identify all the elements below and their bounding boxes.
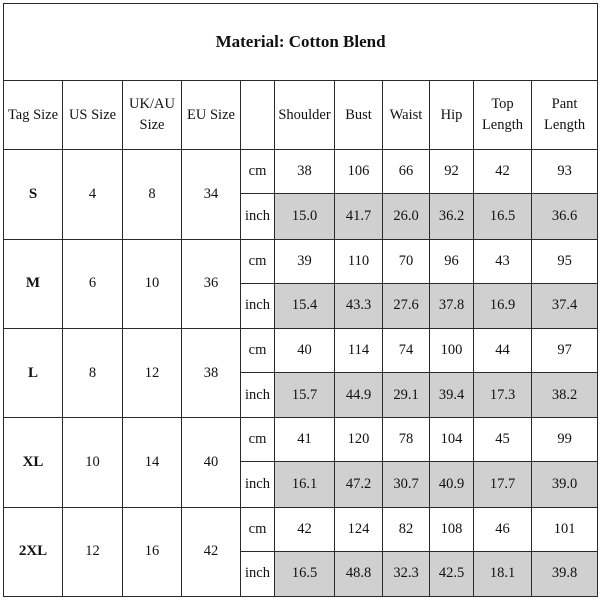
hip-cm-s: 92 [430,150,474,194]
unit-label-cm: cm [241,328,275,372]
header-pant-length [532,80,598,150]
bust-cm-2xl: 124 [335,507,383,551]
pant-length-cm-xl: 99 [532,418,598,462]
waist-inch-2xl: 32.3 [383,551,430,597]
hip-inch-l: 39.4 [430,372,474,417]
unit-label-cm: cm [241,239,275,283]
bust-cm-xl: 120 [335,418,383,462]
size-chart-table [3,3,598,597]
shoulder-inch-2xl: 16.5 [275,551,335,597]
header-tag-size: Tag Size [4,80,63,150]
header-waist: Waist [383,80,430,150]
header-hip: Hip [430,80,474,150]
hip-inch-s: 36.2 [430,194,474,239]
header-ukau-line2: Size [139,117,165,134]
header-unit [241,80,275,150]
top-length-inch-l: 17.3 [474,372,532,417]
unit-label-inch: inch [241,283,275,328]
top-length-cm-m: 43 [474,239,532,283]
shoulder-cm-xl: 41 [275,418,335,462]
header-top-length-line1: Top [491,96,514,113]
header-us-size: US Size [63,80,123,150]
unit-label-cm: cm [241,507,275,551]
hip-inch-2xl: 42.5 [430,551,474,597]
bust-inch-l: 44.9 [335,372,383,417]
hip-cm-m: 96 [430,239,474,283]
pant-length-cm-s: 93 [532,150,598,194]
header-top-length [474,80,532,150]
pant-length-cm-2xl: 101 [532,507,598,551]
us-size-s: 4 [63,150,123,239]
header-ukau-size [123,80,182,150]
waist-cm-xl: 78 [383,418,430,462]
bust-cm-m: 110 [335,239,383,283]
tag-size-m: M [4,239,63,328]
pant-length-inch-s: 36.6 [532,194,598,239]
size-row-xl-cm [4,418,598,462]
shoulder-inch-xl: 16.1 [275,462,335,507]
eu-size-s: 34 [182,150,241,239]
shoulder-inch-m: 15.4 [275,283,335,328]
pant-length-inch-l: 38.2 [532,372,598,417]
hip-cm-2xl: 108 [430,507,474,551]
tag-size-l: L [4,328,63,417]
pant-length-inch-2xl: 39.8 [532,551,598,597]
us-size-2xl: 12 [63,507,123,596]
unit-label-inch: inch [241,372,275,417]
size-row-2xl-cm [4,507,598,551]
pant-length-inch-xl: 39.0 [532,462,598,507]
top-length-inch-s: 16.5 [474,194,532,239]
us-size-l: 8 [63,328,123,417]
ukau-size-2xl: 16 [123,507,182,596]
header-eu-size: EU Size [182,80,241,150]
waist-inch-l: 29.1 [383,372,430,417]
bust-inch-m: 43.3 [335,283,383,328]
waist-cm-l: 74 [383,328,430,372]
us-size-xl: 10 [63,418,123,507]
ukau-size-m: 10 [123,239,182,328]
shoulder-cm-2xl: 42 [275,507,335,551]
top-length-inch-xl: 17.7 [474,462,532,507]
header-pant-length-line2: Length [544,117,586,134]
top-length-cm-2xl: 46 [474,507,532,551]
hip-inch-xl: 40.9 [430,462,474,507]
bust-inch-2xl: 48.8 [335,551,383,597]
us-size-m: 6 [63,239,123,328]
bust-cm-s: 106 [335,150,383,194]
eu-size-2xl: 42 [182,507,241,596]
shoulder-cm-m: 39 [275,239,335,283]
ukau-size-l: 12 [123,328,182,417]
shoulder-cm-l: 40 [275,328,335,372]
pant-length-cm-m: 95 [532,239,598,283]
top-length-cm-xl: 45 [474,418,532,462]
bust-cm-l: 114 [335,328,383,372]
eu-size-xl: 40 [182,418,241,507]
ukau-size-xl: 14 [123,418,182,507]
waist-inch-s: 26.0 [383,194,430,239]
header-row [4,80,598,150]
tag-size-2xl: 2XL [4,507,63,596]
top-length-cm-l: 44 [474,328,532,372]
size-row-l-cm [4,328,598,372]
hip-cm-xl: 104 [430,418,474,462]
waist-cm-s: 66 [383,150,430,194]
bust-inch-s: 41.7 [335,194,383,239]
unit-label-cm: cm [241,150,275,194]
header-shoulder: Shoulder [275,80,335,150]
pant-length-inch-m: 37.4 [532,283,598,328]
bust-inch-xl: 47.2 [335,462,383,507]
ukau-size-s: 8 [123,150,182,239]
top-length-inch-2xl: 18.1 [474,551,532,597]
waist-inch-xl: 30.7 [383,462,430,507]
waist-cm-m: 70 [383,239,430,283]
top-length-inch-m: 16.9 [474,283,532,328]
chart-title: Material: Cotton Blend [4,4,598,81]
tag-size-s: S [4,150,63,239]
unit-label-inch: inch [241,194,275,239]
header-pant-length-line1: Pant [551,96,578,113]
unit-label-inch: inch [241,551,275,597]
header-ukau-line1: UK/AU [129,96,175,113]
shoulder-inch-l: 15.7 [275,372,335,417]
tag-size-xl: XL [4,418,63,507]
hip-inch-m: 37.8 [430,283,474,328]
top-length-cm-s: 42 [474,150,532,194]
pant-length-cm-l: 97 [532,328,598,372]
eu-size-l: 38 [182,328,241,417]
shoulder-cm-s: 38 [275,150,335,194]
header-top-length-line2: Length [481,117,524,134]
eu-size-m: 36 [182,239,241,328]
shoulder-inch-s: 15.0 [275,194,335,239]
unit-label-cm: cm [241,418,275,462]
waist-cm-2xl: 82 [383,507,430,551]
unit-label-inch: inch [241,462,275,507]
size-chart-container [3,3,597,597]
waist-inch-m: 27.6 [383,283,430,328]
hip-cm-l: 100 [430,328,474,372]
header-bust: Bust [335,80,383,150]
size-row-m-cm [4,239,598,283]
size-row-s-cm [4,150,598,194]
